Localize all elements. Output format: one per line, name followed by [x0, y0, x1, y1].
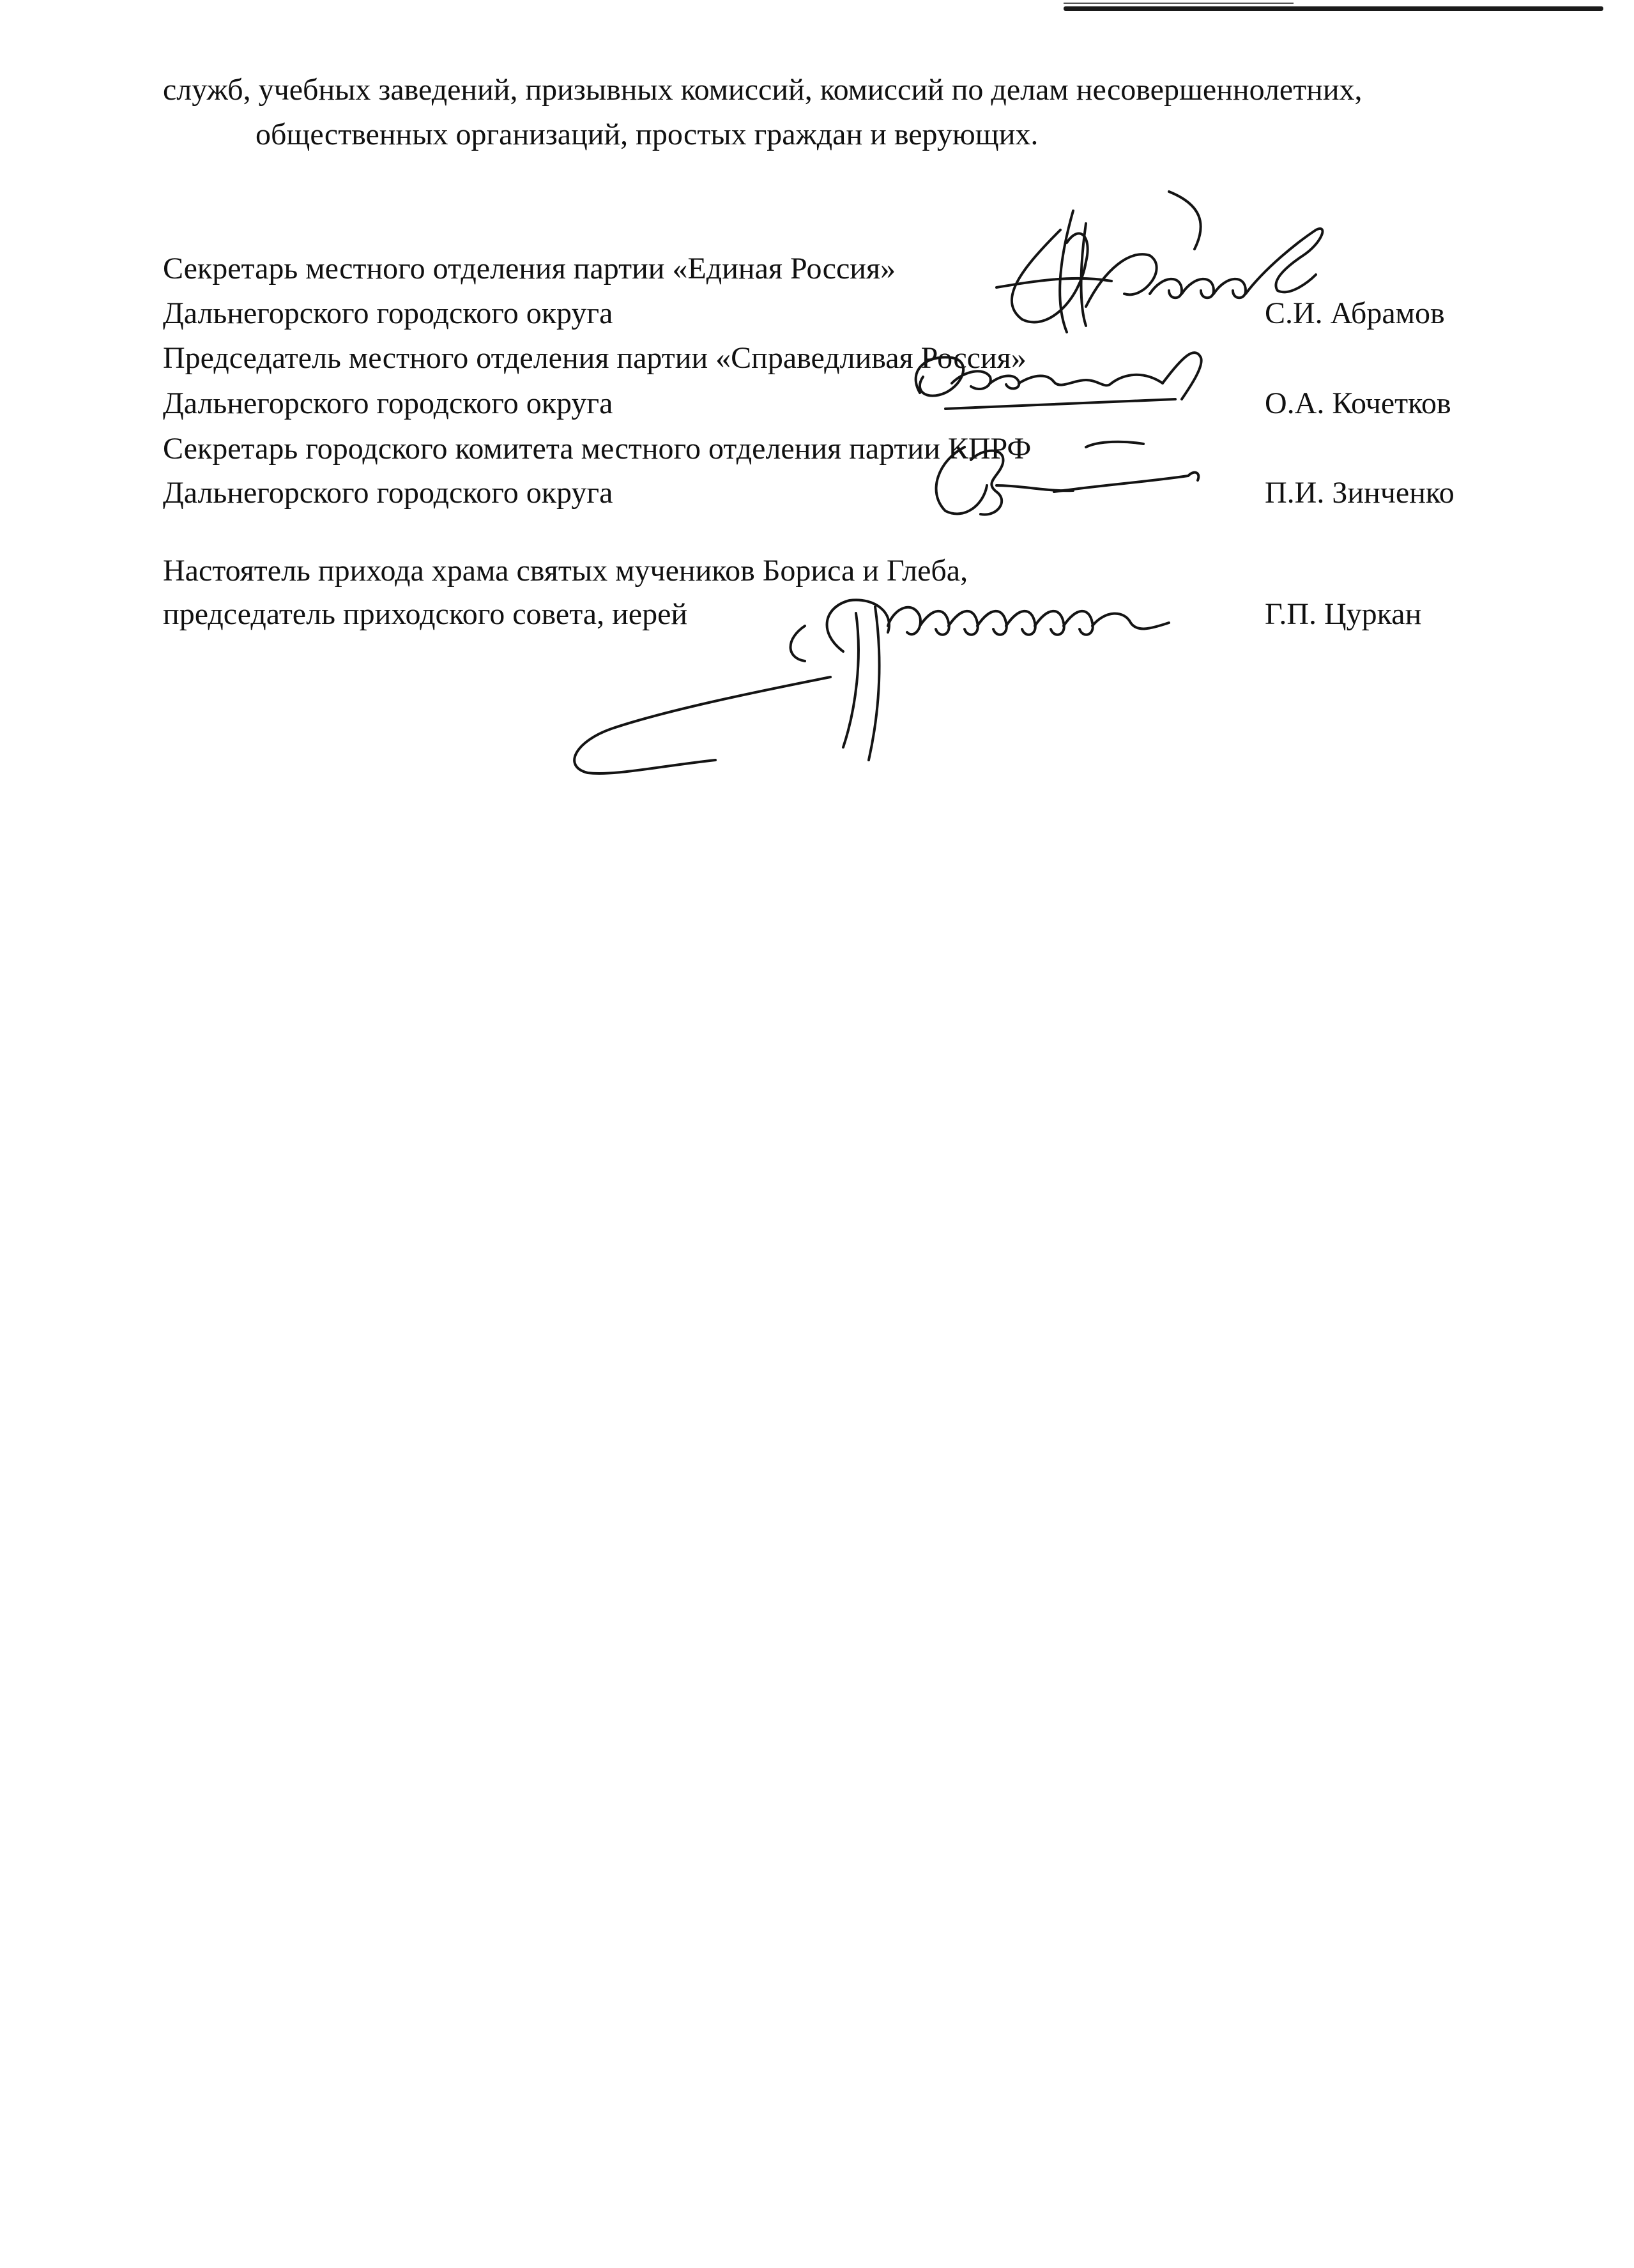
signatory-3-title-line-1: Секретарь городского комитета местного отделения партии КПРФ: [163, 432, 1032, 466]
signature-kochetkov: [916, 353, 1202, 409]
signatory-4-title-line-1: Настоятель прихода храма святых мучеников Бориса и Глеба,: [163, 554, 968, 588]
intro-line-1: служб, учебных заведений, призывных комиссий, комиссий по делам несовершеннолетних,: [163, 73, 1363, 107]
signature-tsurkan: [574, 600, 1169, 773]
signatory-3-name: П.И. Зинченко: [1265, 476, 1455, 510]
signatory-2-title-line-2: Дальнегорского городского округа: [163, 386, 613, 420]
signatory-4-title-line-2: председатель приходского совета, иерей: [163, 597, 688, 631]
signature-zinchenko: [936, 442, 1199, 515]
signatory-3-title-line-2: Дальнегорского городского округа: [163, 476, 613, 510]
signatory-4-name: Г.П. Цуркан: [1265, 597, 1422, 631]
signature-abramov: [996, 192, 1322, 332]
signatory-1-title-line-2: Дальнегорского городского округа: [163, 296, 613, 330]
signatory-2-name: О.А. Кочетков: [1265, 386, 1451, 420]
signatory-1-title-line-1: Секретарь местного отделения партии «Единая Россия»: [163, 252, 896, 285]
intro-line-2: общественных организаций, простых граждан и верующих.: [256, 118, 1039, 151]
signatory-1-name: С.И. Абрамов: [1265, 296, 1445, 330]
signatory-2-title-line-1: Председатель местного отделения партии «Справедливая Россия»: [163, 341, 1027, 375]
